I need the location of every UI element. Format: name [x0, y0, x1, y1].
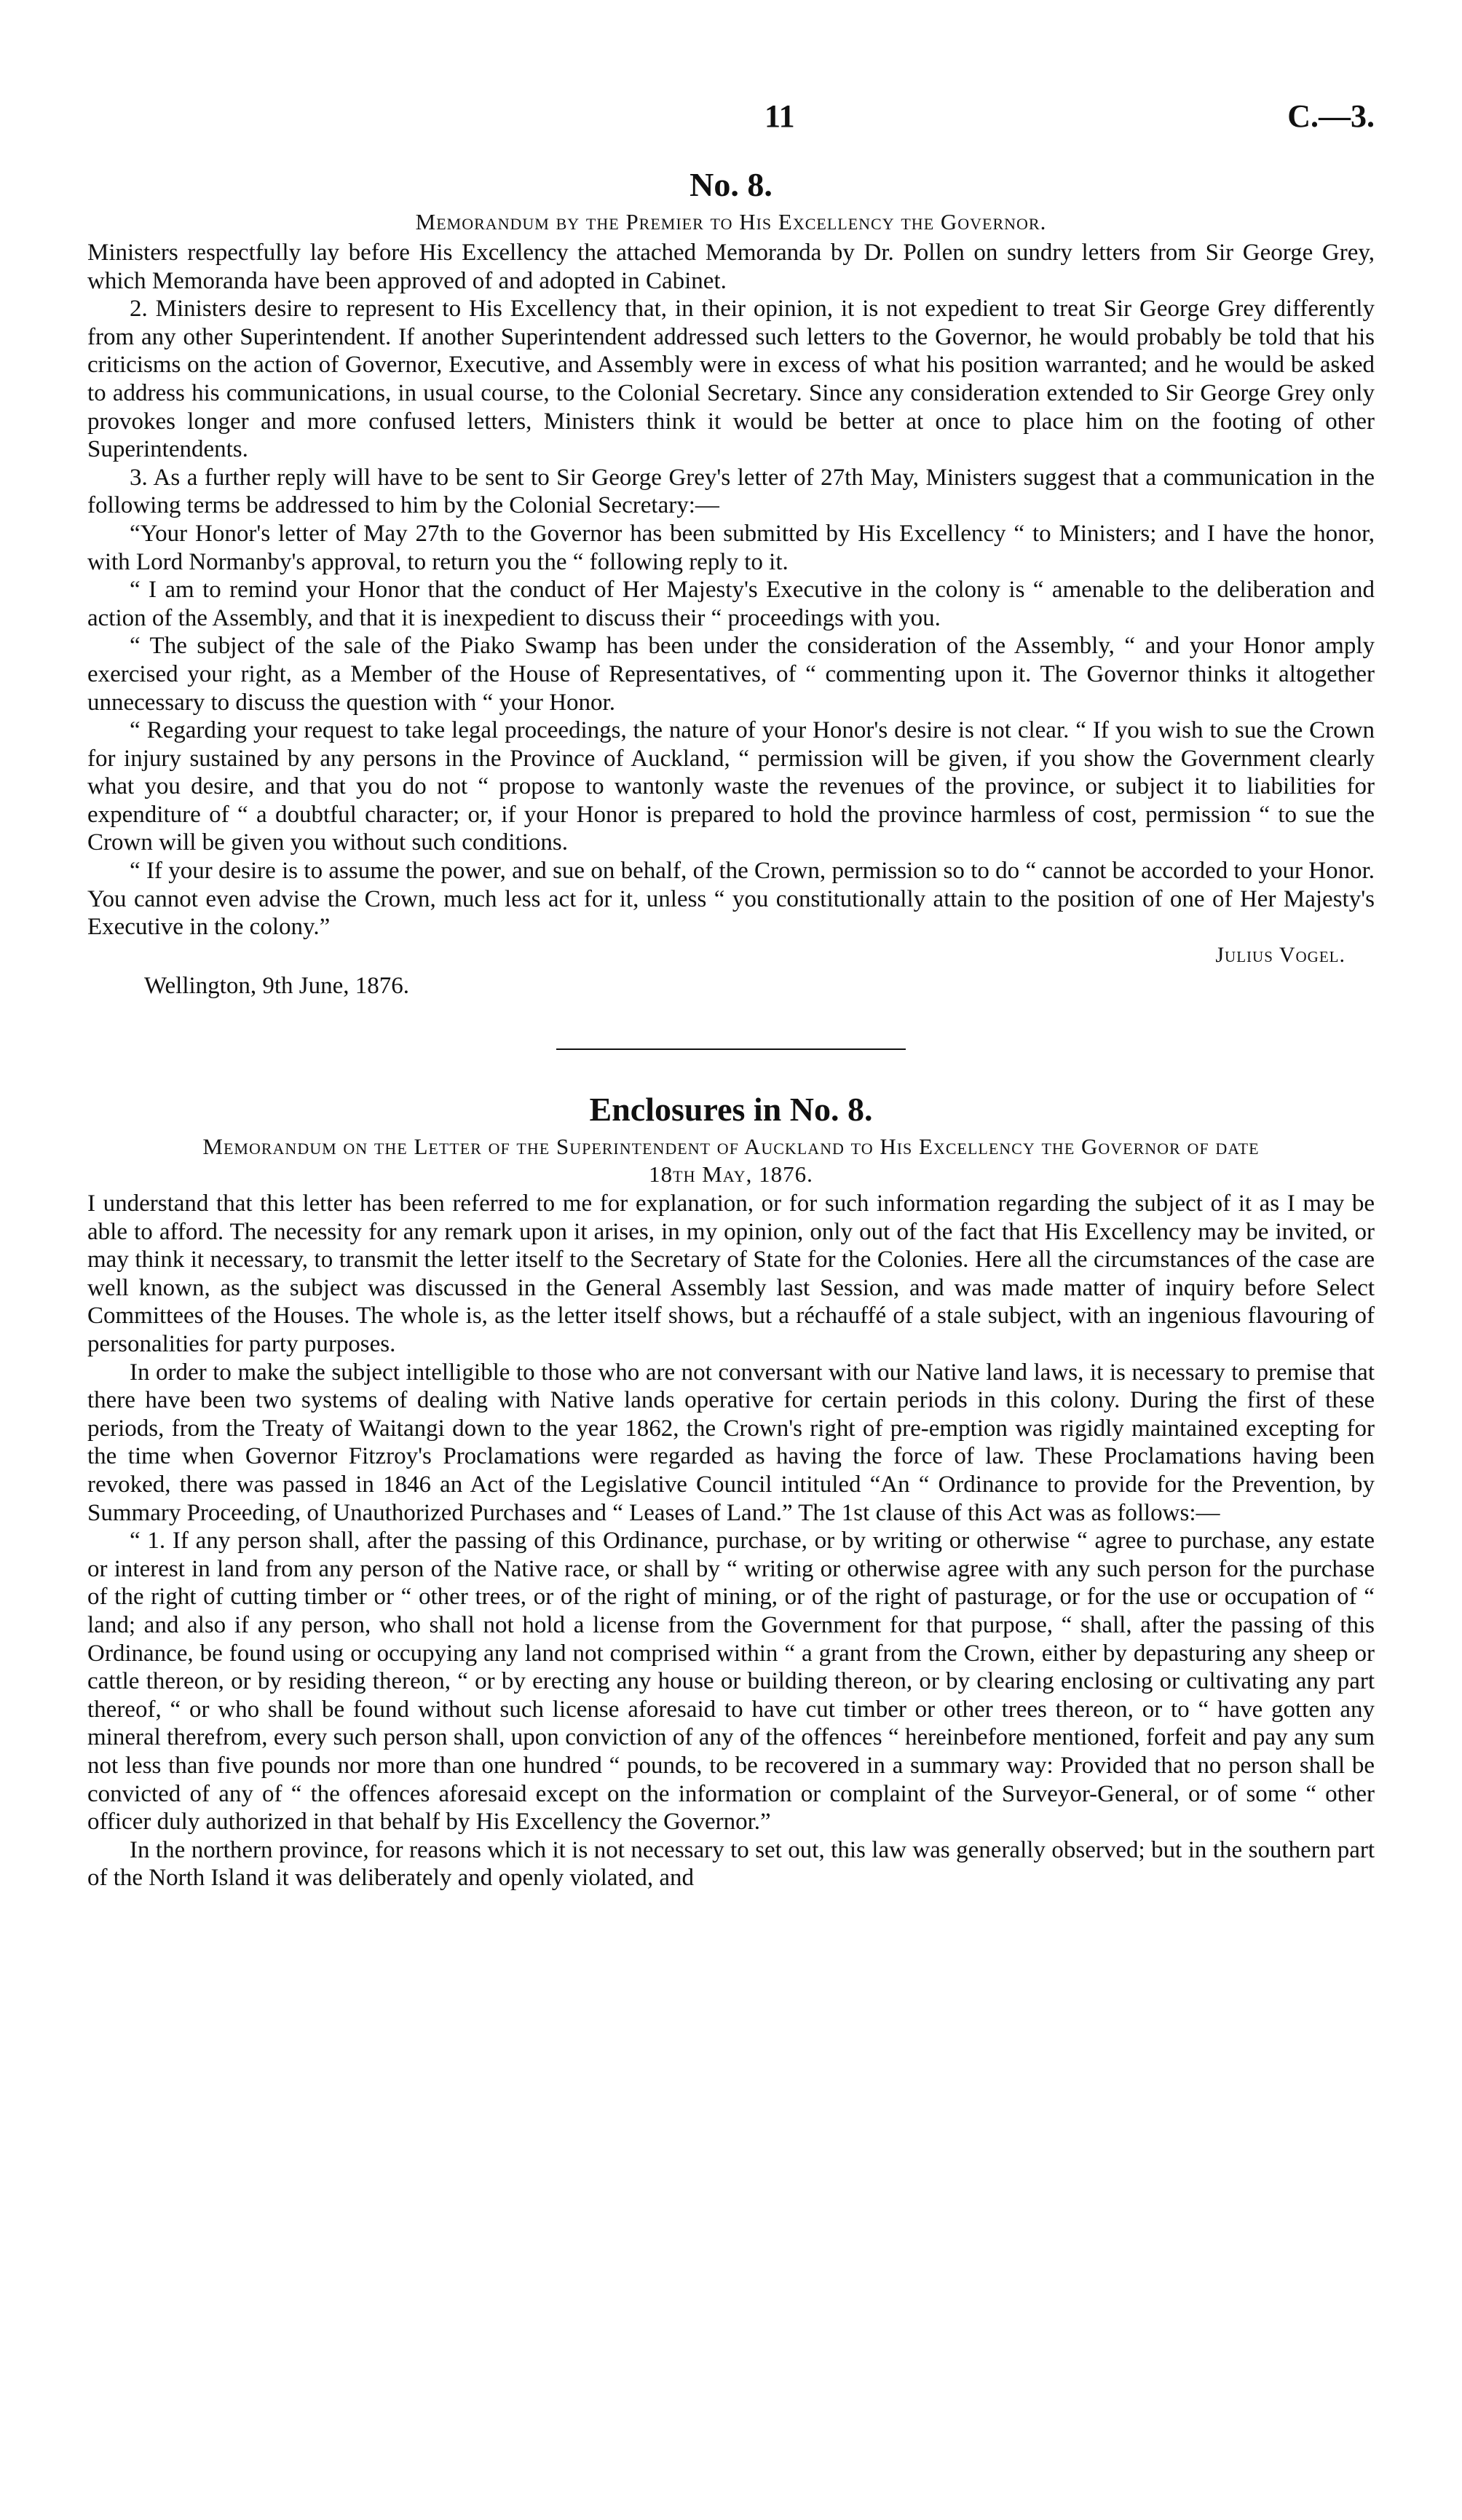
- document-code: C.—3.: [1287, 98, 1375, 134]
- enclosure-memo-subtitle: Memorandum on the Letter of the Superintendent of Auckland to His Excellency the Governor of date 18th May, 1876.: [202, 1134, 1260, 1188]
- memo-paragraph: Ministers respectfully lay before His Excellency the attached Memoranda by Dr. Pollen on sundry letters from Sir George Grey, which Memoranda have been approved of and adopted in Cabinet.: [87, 240, 1375, 294]
- page-content: [87, 165, 1375, 1892]
- place-date: Wellington, 9th June, 1876.: [144, 973, 409, 1000]
- enclosure-paragraph: In the northern province, for reasons which it is not necessary to set out, this law was generally observed; but in the southern part of the North Island it was deliberately and openly violated, and: [87, 1836, 1375, 1892]
- quoted-paragraph: “ I am to remind your Honor that the conduct of Her Majesty's Executive in the colony is “ amenable to the deliberation and action of the Assembly, and that it is inexpedient to discuss their “ proceedings with you.: [87, 577, 1375, 631]
- quoted-ordinance: “ 1. If any person shall, after the passing of this Ordinance, purchase, or by writing or otherwise “ agree to purchase, any estate or interest in land from any person of the Native race, or shall by “ writing or otherwise agree with any such person for the purchase of the right of cutting timber or “ other trees, or of the right of mining, or of the right of pasturage, or for the use or occupation of “ land; and also if any person, who shall not hold a license from the Government for that purpose, “ shall, after the passing of this Ordinance, be found using or occupying any land not comprised within “ a grant from the Crown, either by depasturing any sheep or cattle thereon, or by residing thereon, “ or by erecting any house or building thereon, or by clearing enclosing or cultivating any part thereof, “ or who shall be found without such license aforesaid to have cut timber or other trees thereon, or to “ have gotten any mineral therefrom, every such person shall, upon conviction of any of the offences “ hereinbefore mentioned, forfeit and pay any sum not less than five pounds nor more than one hundred “ pounds, to be recovered in a summary way: Provided that no person shall be convicted of any of “ the offences aforesaid except on the information or complaint of the Surveyor-General, or of some “ other officer duly authorized in that behalf by His Excellency the Governor.”: [87, 1528, 1375, 1836]
- quoted-paragraph: “ Regarding your request to take legal proceedings, the nature of your Honor's desire is not clear. “ If you wish to sue the Crown for injury sustained by any persons in the Province of Auckland, “ permission will be given, if you show the Government clearly what you desire, and that you do not “ propose to wantonly waste the revenues of the province, or subject it to liabilities for expenditure of “ a doubtful character; or, if your Honor is prepared to hold the province harmless of cost, permission “ to sue the Crown will be given you without such conditions.: [87, 717, 1375, 856]
- enclosures-title: Enclosures in No. 8.: [589, 1091, 873, 1129]
- enclosure-body: [87, 1190, 1375, 1892]
- enclosure-paragraph: In order to make the subject intelligible to those who are not conversant with our Native land laws, it is necessary to premise that there have been two systems of dealing with Native lands operative for certain periods in this colony. During the first of these periods, from the Treaty of Waitangi down to the year 1862, the Crown's right of pre-emption was rigidly maintained excepting for the time when Governor Fitzroy's Proclamations were regarded as having the force of law. These Proclamations having been revoked, there was passed in 1846 an Act of the Legislative Council intituled “An “ Ordinance to provide for the Prevention, by Summary Proceeding, of Unauthorized Purchases and “ Leases of Land.” The 1st clause of this Act was as follows:—: [87, 1359, 1375, 1526]
- page-number: 11: [764, 98, 795, 134]
- memo-paragraph: 3. As a further reply will have to be sent to Sir George Grey's letter of 27th May, Ministers suggest that a communication in the following terms be addressed to him by the Colonial Secretary:—: [87, 464, 1375, 519]
- memo-subtitle: Memorandum by the Premier to His Excellency the Governor.: [415, 209, 1047, 234]
- enclosure-paragraph: I understand that this letter has been referred to me for explanation, or for such information regarding the subject of it as I may be able to afford. The necessity for any remark upon it arises, in my opinion, only out of the fact that His Excellency may be invited, or may think it necessary, to transmit the letter itself to the Secretary of State for the Colonies. Here all the circumstances of the case are well known, as the subject was discussed in the General Assembly last Session, and was made matter of inquiry before Select Committees of the Houses. The whole is, as the letter itself shows, but a réchauffé of a stale subject, with an ingenious flavouring of personalities for party purposes.: [87, 1190, 1375, 1357]
- section-divider: [556, 1048, 906, 1050]
- memo-paragraph: 2. Ministers desire to represent to His Excellency that, in their opinion, it is not expedient to treat Sir George Grey differently from any other Superintendent. If another Superintendent addressed such letters to the Governor, he would probably be told that his criticisms on the action of Governor, Executive, and Assembly were in excess of what his position warranted; and he would be asked to address his communications, in usual course, to the Colonial Secretary. Since any consideration extended to Sir George Grey only provokes longer and more confused letters, Ministers think it would be better at once to place him on the footing of other Superintendents.: [87, 296, 1375, 463]
- quoted-paragraph: “ If your desire is to assume the power, and sue on behalf, of the Crown, permission so to do “ cannot be accorded to your Honor. You cannot even advise the Crown, much less act for it, unless “ you constitutionally attain to the position of one of Her Majesty's Executive in the colony.”: [87, 858, 1375, 941]
- quoted-paragraph: “Your Honor's letter of May 27th to the Governor has been submitted by His Excellency “ to Ministers; and I have the honor, with Lord Normanby's approval, to return you the “ following reply to it.: [87, 520, 1375, 575]
- page-header: [87, 98, 1375, 141]
- memo-number-title: No. 8.: [689, 166, 773, 203]
- memo-body: [87, 239, 1375, 941]
- signature: Julius Vogel.: [1215, 942, 1346, 967]
- quoted-paragraph: “ The subject of the sale of the Piako Swamp has been under the consideration of the Assembly, “ and your Honor amply exercised your right, as a Member of the House of Representatives, of “ commenting upon it. The Governor thinks it altogether unnecessary to discuss the question with “ your Honor.: [87, 633, 1375, 716]
